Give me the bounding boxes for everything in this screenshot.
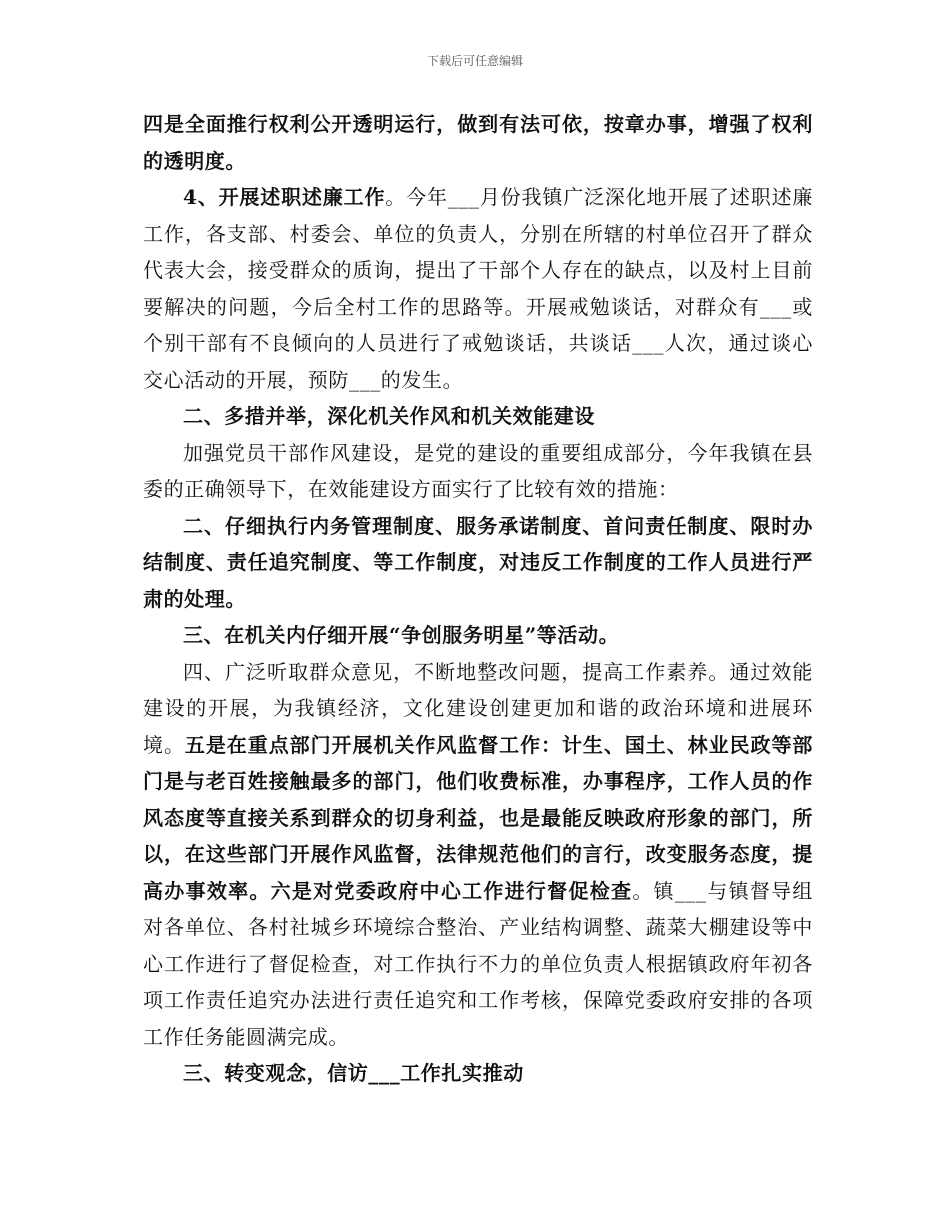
document-body xyxy=(143,106,813,1092)
section-heading-text: 三、转变观念，信访___工作扎实推动 xyxy=(183,1061,524,1085)
paragraph-public-opinion xyxy=(143,654,813,1056)
paragraph-text: 加强党员干部作风建设，是党的建设的重要组成部分，今年我镇在县委的正确领导下，在效能建设方面实行了比较有效的措施： xyxy=(143,440,813,501)
paragraph-text: 。今年___月份我镇广泛深化地开展了述职述廉工作，各支部、村委会、单位的负责人，分别在所辖的村单位召开了群众代表大会，接受群众的质询，提出了干部个人存在的缺点，以及村上目前要解决的问题，今后全村工作的思路等。开展戒勉谈话，对群众有___或个别干部有不良倾向的人员进行了戒勉谈话，共谈话___人次，通过谈心交心活动的开展，预防___的发生。 xyxy=(143,185,814,392)
paragraph-systems xyxy=(143,508,813,618)
paragraph-text: 三、在机关内仔细开展“争创服务明星”等活动。 xyxy=(183,623,620,647)
paragraph-text: 四、广泛听取群众意见，不断地整改问题，提高工作素养。通过效能建设的开展，为我镇经济，文化建设创建更加和谐的政治环境和进展环境。 xyxy=(143,659,813,757)
section-heading-text: 二、多措并举，深化机关作风和机关效能建设 xyxy=(183,404,595,428)
section-heading xyxy=(143,398,813,435)
paragraph-heading: 4、开展述职述廉工作 xyxy=(183,185,386,209)
paragraph-text: 二、仔细执行内务管理制度、服务承诺制度、首问责任制度、限时办结制度、责任追究制度、等工作制度，对违反工作制度的工作人员进行严肃的处理。 xyxy=(143,513,813,611)
paragraph-service-star xyxy=(143,617,813,654)
paragraph-bold-text: 五是在重点部门开展机关作风监督工作：计生、国土、林业民政等部门是与老百姓接触最多的部门，他们收费标准，办事程序，工作人员的作风态度等直接关系到群众的切身利益，也是最能反映政府形象的部门，所以，在这些部门开展作风监督，法律规范他们的言行，改变服务态度，提高办事效率。六是对党委政府中心工作进行督促检查 xyxy=(143,732,814,903)
paragraph-style-building xyxy=(143,435,813,508)
paragraph-text: 。镇___与镇督导组对各单位、各村社城乡环境综合整治、产业结构调整、蔬菜大棚建设等中心工作进行了督促检查，对工作执行不力的单位负责人根据镇政府年初各项工作责任追究办法进行责任追究和工作考核，保障党委政府安排的各项工作任务能圆满完成。 xyxy=(143,878,813,1049)
paragraph-report-work xyxy=(143,179,813,398)
section-heading xyxy=(143,1055,813,1092)
page-header-note: 下载后可任意编辑 xyxy=(426,54,523,68)
paragraph-transparency xyxy=(143,106,813,179)
paragraph-text: 四是全面推行权利公开透明运行，做到有法可依，按章办事，增强了权利的透明度。 xyxy=(143,112,813,173)
